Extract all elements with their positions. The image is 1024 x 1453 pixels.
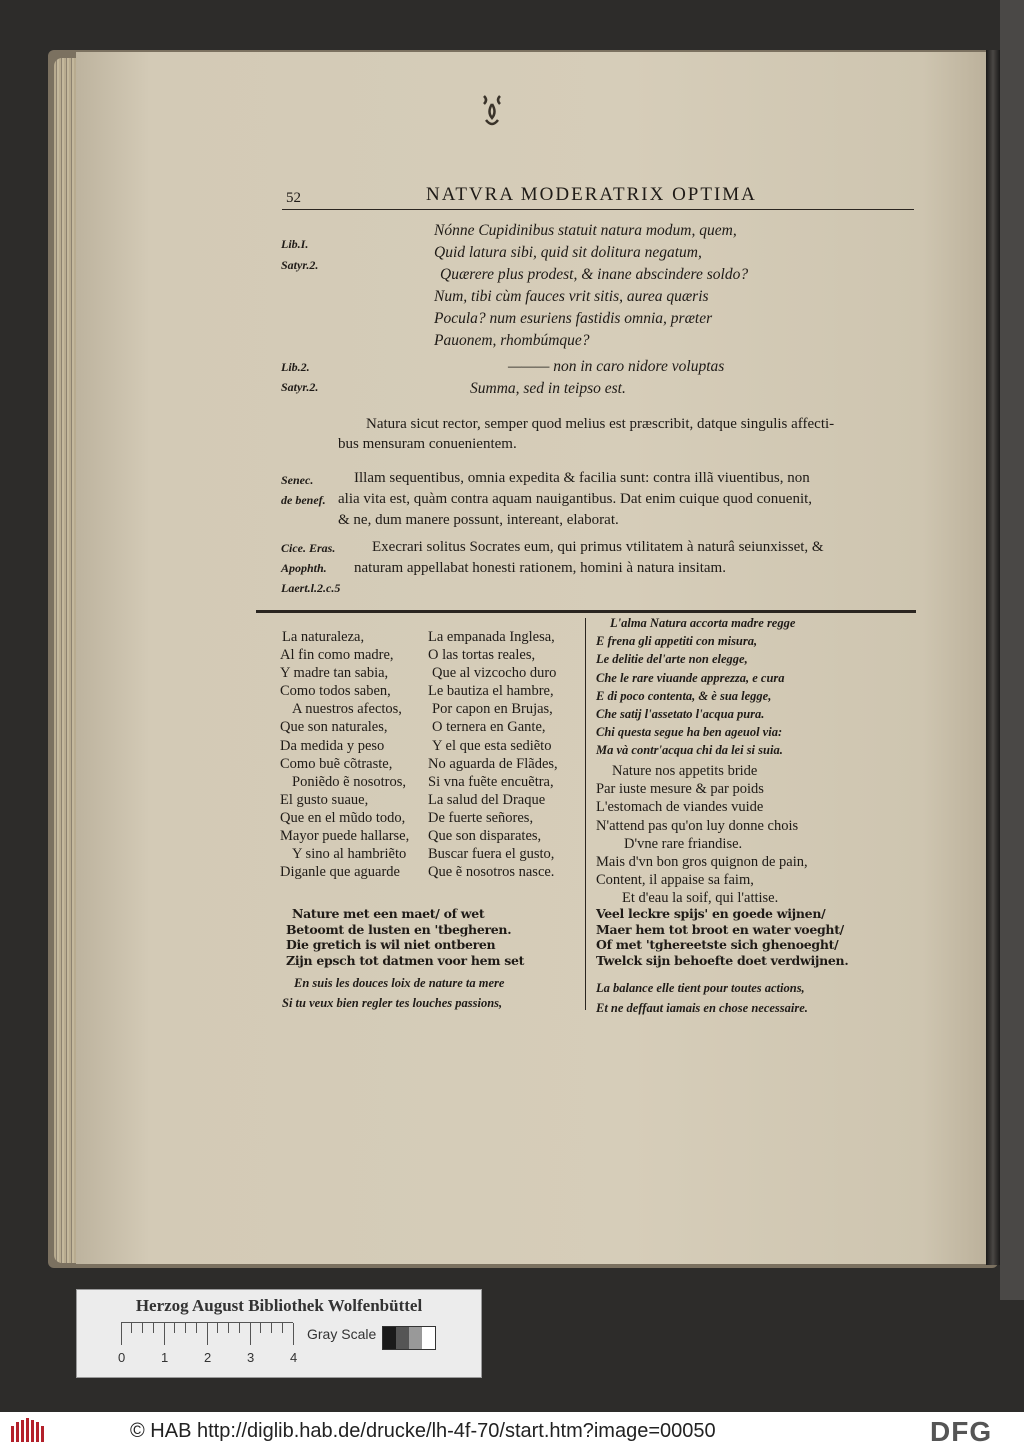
verse-line: Die gretich is wil niet ontberen bbox=[286, 937, 496, 952]
verse-line: Mayor puede hallarse, bbox=[280, 828, 410, 845]
ruler-scale bbox=[121, 1322, 293, 1347]
gray-scale-bar bbox=[382, 1326, 436, 1350]
verse-line: Como buẽ cõtraste, bbox=[280, 755, 393, 772]
margin-note: Apophth. bbox=[281, 561, 327, 575]
verse-line: Da medida y peso bbox=[280, 737, 385, 754]
verse-line: L'alma Natura accorta madre regge bbox=[610, 616, 796, 630]
dutch-stanza-right bbox=[596, 906, 848, 968]
verse-line: Buscar fuera el gusto, bbox=[428, 846, 555, 863]
verse-line: Y sino al hambriẽto bbox=[292, 846, 407, 863]
section-rule bbox=[256, 610, 916, 613]
prose-line: bus mensuram conuenientem. bbox=[338, 436, 517, 452]
verse-line: Che satij l'assetato l'acqua pura. bbox=[596, 707, 765, 722]
verse-line: El gusto suaue, bbox=[280, 791, 369, 808]
verse-line: Y madre tan sabia, bbox=[280, 665, 389, 682]
verse-line: Quærere plus prodest, & inane abscindere soldo? bbox=[440, 266, 749, 283]
verse-line: D'vne rare friandise. bbox=[624, 835, 743, 852]
ruler-number: 4 bbox=[290, 1350, 298, 1365]
column-divider bbox=[585, 618, 586, 1010]
verse-line: De fuerte señores, bbox=[428, 809, 534, 826]
verse-line: O ternera en Gante, bbox=[432, 719, 546, 736]
dutch-stanza-left bbox=[286, 906, 524, 968]
prose-line: naturam appellabat honesti rationem, homini à natura insitam. bbox=[354, 560, 726, 576]
ruler-number: 1 bbox=[161, 1350, 169, 1365]
verse-line: Que son naturales, bbox=[280, 719, 388, 736]
ruler-number: 2 bbox=[204, 1350, 212, 1365]
verse-line: Veel leckre spijs' en goede wijnen/ bbox=[596, 906, 826, 921]
verse-line: Que al vizcocho duro bbox=[432, 665, 557, 682]
verse-line: Poniẽdo ẽ nosotros, bbox=[292, 773, 406, 790]
verse-line: Si vna fuẽte encuẽtra, bbox=[428, 773, 554, 790]
verse-line: Pocula? num esuriens fastidis omnia, præter bbox=[434, 310, 713, 327]
margin-note: Lib.2. bbox=[281, 360, 310, 374]
verse-line: Chi questa segue ha ben ageuol via: bbox=[596, 725, 783, 740]
verse-line: Le bautiza el hambre, bbox=[428, 683, 554, 700]
margin-note: Laert.l.2.c.5 bbox=[281, 581, 341, 595]
verse-line: ——— non in caro nidore voluptas bbox=[508, 358, 725, 375]
verse-line: Le delitie del'arte non elegge, bbox=[596, 652, 748, 667]
verse-line: Betoomt de lusten en 'tbegheren. bbox=[286, 921, 512, 937]
verse-line: No aguarda de Flãdes, bbox=[428, 755, 558, 772]
margin-note: de benef. bbox=[281, 493, 326, 507]
verse-line: Que ẽ nosotros nasce. bbox=[428, 864, 555, 881]
verse-line: E frena gli appetiti con misura, bbox=[596, 634, 758, 649]
verse-line: La naturaleza, bbox=[282, 629, 365, 645]
facing-page-edge bbox=[1000, 0, 1024, 1300]
prose-line: Execrari solitus Socrates eum, qui primus vtilitatem à naturâ seiunxisset, & bbox=[372, 539, 824, 555]
verse-line: Diganle que aguarde bbox=[280, 864, 400, 881]
prose-line: Illam sequentibus, omnia expedita & facilia sunt: contra illã viuentibus, non bbox=[354, 470, 810, 486]
prose-line: Natura sicut rector, semper quod melius est præscribit, datque singulis affecti- bbox=[366, 416, 835, 432]
verse-line: Pauonem, rhombúmque? bbox=[434, 332, 590, 349]
verse-line: Par iuste mesure & par poids bbox=[596, 781, 764, 798]
verse-line: L'estomach de viandes vuide bbox=[596, 799, 764, 816]
verse-line: La empanada Inglesa, bbox=[428, 629, 555, 645]
verse-line: Et ne deffaut iamais en chose necessaire. bbox=[596, 1001, 808, 1015]
verse-line: Zijn epsch tot datmen voor hem set bbox=[286, 952, 525, 968]
verse-line: Ma và contr'acqua chi da lei si suia. bbox=[596, 743, 783, 758]
verse-line: N'attend pas qu'on luy donne chois bbox=[596, 817, 799, 834]
spanish-column-1 bbox=[280, 628, 409, 881]
verse-line: Nónne Cupidinibus statuit natura modum, quem, bbox=[434, 222, 737, 239]
verse-line: La balance elle tient pour toutes actions, bbox=[596, 981, 805, 995]
running-head: NATVRA MODERATRIX OPTIMA bbox=[426, 184, 757, 205]
ruler-number: 3 bbox=[247, 1350, 255, 1365]
margin-note: Satyr.2. bbox=[281, 258, 319, 272]
book-page bbox=[76, 52, 996, 1264]
verse-line: O las tortas reales, bbox=[428, 647, 536, 664]
verse-line: Twelck sijn behoefte doet verdwijnen. bbox=[596, 952, 849, 968]
verse-line: Et d'eau la soif, qui l'attise. bbox=[622, 890, 779, 907]
footer-bar bbox=[0, 1412, 1024, 1453]
prose-line: & ne, dum manere possunt, intereant, elaborat. bbox=[338, 512, 619, 528]
verse-line: E di poco contenta, & è sua legge, bbox=[596, 688, 772, 703]
verse-line: En suis les douces loix de nature ta mere bbox=[294, 976, 505, 990]
verse-line: A nuestros afectos, bbox=[292, 701, 402, 718]
margin-note: Lib.I. bbox=[281, 237, 309, 251]
french-stanza bbox=[596, 762, 808, 908]
margin-note: Senec. bbox=[281, 473, 314, 487]
ornament-icon bbox=[474, 90, 510, 132]
ruler-number: 0 bbox=[118, 1350, 126, 1365]
verse-line: Como todos saben, bbox=[280, 683, 391, 700]
book-gutter bbox=[986, 50, 1000, 1265]
verse-line: Summa, sed in teipso est. bbox=[470, 380, 626, 397]
library-name: Herzog August Bibliothek Wolfenbüttel bbox=[135, 1296, 423, 1315]
header-rule bbox=[282, 209, 914, 210]
verse-line: Al fin como madre, bbox=[280, 647, 394, 664]
latin-verse-1 bbox=[434, 220, 749, 352]
prose-line: alia vita est, quàm contra aquam nauigantibus. Dat enim cuique quod conuenit, bbox=[338, 491, 813, 507]
verse-line: Quid latura sibi, quid sit dolitura negatum, bbox=[434, 244, 702, 261]
verse-line: Mais d'vn bon gros quignon de pain, bbox=[596, 854, 808, 871]
verse-line: La salud del Draque bbox=[428, 791, 546, 808]
verse-line: Nature nos appetits bride bbox=[612, 763, 758, 779]
verse-line: Of met 'tghereetste sich ghenoeght/ bbox=[596, 937, 839, 952]
verse-line: Y el que esta sediẽto bbox=[432, 737, 552, 754]
footer-copyright-url[interactable]: © HAB http://diglib.hab.de/drucke/lh-4f-70/start.htm?image=00050 bbox=[130, 1420, 716, 1442]
spanish-column-2 bbox=[428, 628, 558, 881]
verse-line: Num, tibi cùm fauces vrit sitis, aurea quæris bbox=[434, 288, 709, 305]
color-reference-card bbox=[76, 1289, 482, 1378]
hab-logo-icon bbox=[10, 1418, 46, 1446]
italian-stanza bbox=[596, 614, 796, 760]
verse-line: Si tu veux bien regler tes louches passions, bbox=[282, 996, 503, 1010]
verse-line: Content, il appaise sa faim, bbox=[596, 872, 754, 889]
page-number: 52 bbox=[286, 190, 301, 206]
dfg-logo: DFG bbox=[930, 1416, 993, 1447]
verse-line: Que en el mũdo todo, bbox=[280, 809, 406, 826]
verse-line: Que son disparates, bbox=[428, 828, 542, 845]
verse-line: Maer hem tot broot en water voeght/ bbox=[596, 921, 844, 937]
verse-line: Nature met een maet/ of wet bbox=[292, 906, 485, 921]
margin-note: Satyr.2. bbox=[281, 380, 319, 394]
margin-note: Cice. Eras. bbox=[281, 541, 336, 555]
verse-line: Che le rare viuande apprezza, e cura bbox=[596, 670, 785, 685]
verse-line: Por capon en Brujas, bbox=[432, 701, 553, 718]
gray-scale-label: Gray Scale bbox=[307, 1326, 377, 1342]
